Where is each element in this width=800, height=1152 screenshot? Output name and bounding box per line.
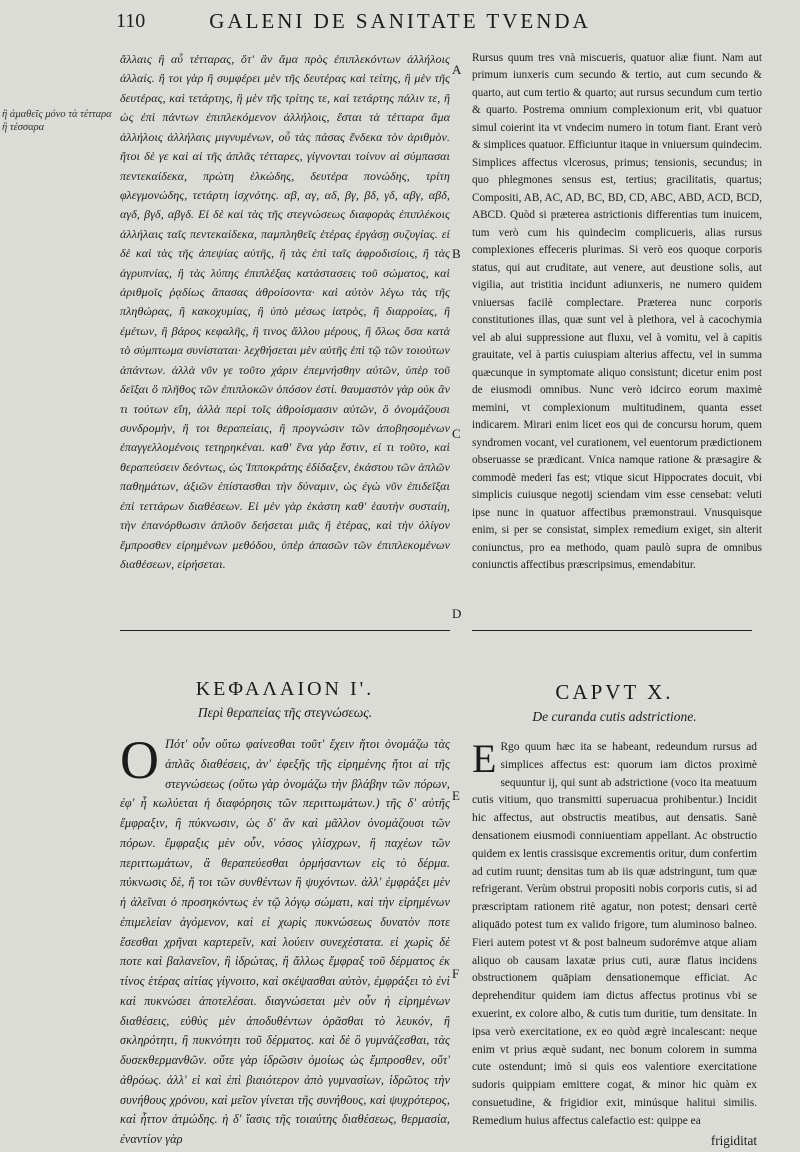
latin-chapter — [472, 680, 757, 1151]
page-header — [0, 4, 800, 38]
greek-chapter-title: ΚΕΦΑΛΑΙΟΝ Ι'. — [195, 678, 375, 700]
catchword: frigiditat — [710, 1132, 757, 1148]
page-number: 110 — [116, 10, 146, 32]
greek-chapter — [120, 678, 450, 1150]
latin-dropcap: E — [472, 736, 497, 781]
section-marker-c: C — [452, 426, 461, 441]
latin-text-lower — [472, 736, 757, 1131]
latin-chapter-subtitle: De curanda cutis adstrictione. — [532, 709, 697, 724]
section-marker-d: D — [452, 606, 462, 621]
latin-chapter-title: CAPVT X. — [555, 680, 674, 704]
greek-column — [120, 50, 450, 1146]
latin-text-upper: Rursus quum tres vnà miscueris, quatuor aliæ fiunt. Nam aut primum iunxeris cum secundo & tertio, aut cum secundo & quarto, aut cum tertio & quarto; aut rursus secundum cum tertio & quarto. Postrema omnium complexionum erit, vbi quatuor simul coierint ita vt vndecim numero in totum fiant. Erant verò & simplices quatuor. Efficiuntur itaque in vniuersum quindecim. Simplices affectus vlcerosus, primus; tensionis, secundus; in quo phlegmones sensus est, tertius; gracilitatis, quartus; Compositi, AB, AC, AD, BC, BD, CD, ABC, ABD, ACD, BCD, ABCD. Quòd si præterea astrictionis differentias tum inuicem, tum verò cum his quindecim complicueris, alias rursus complexiones effeceris plurimas. Si verò eos quoque corporis status, qui aut cruditate, aut venere, aut deustione solis, aut vigilia, aut tristitia incidunt adiunxeris, ne numero quidem vniuersas facilè complectare. Præterea nunc corporis constitutiones illas, quæ sunt vel à plethora, vel à cacochymia vel ab alui suppressione aut fluxu, vel à vomitu, vel à capitis grauitate, vel à partis cuiuspiam alterius affectu, vel in summa quæcunque in symptomate aliquo consistunt; dicetur enim post de eiusmodi omnibus. Nunc verò idcirco eorum maximè memini, vt complexionum multitudinem, quanta esset indicarem. Mirari enim licet eos qui de concursu horum, quem syndromen vocant, vel curationem, vel euentorum prædictionem obseruasse se prædicant. Vnica namque ratione & præsagire & commodè mederi fas est; vtique sicut Hippocrates docuit, vbi simplicis cuiusque negotij sciendam vim esse censebat: veluti ipse nunc in quatuor affectibus præmonstraui. Vnusquisque enim, si per se consistat, simplex remedium exiget, sin alterit coniunctus, pro ea methodo, quam paulò supra de omnibus coniunctis affectibus præscripsimus, emendabitur. — [472, 52, 762, 572]
latin-text-lower-body: Rgo quum hæc ita se habeant, redeundum rursus ad simplices affectus est: quorum iam dictos proximè sequuntur ij, qui sunt ab adstrictione (voco ita meatuum cutis vitium, quo transmitti superuacua prohibentur.) Incidit hic affectus, aut obstructis meatibus, aut densatis. Sanè densationem eiusmodi conniuentiam appellant. Ac obstructio quidem ex lentis crassisque excrementis oritur, dum confertim ad cutim ruunt; densitas tum ab iis quæ adstringunt, tum quæ refrigerant. Verùm obstrui propositi nobis corporis cutis, si ad præscriptam rationem ritè agatur, non potest; densari certè aliquādo potest tum ex valido frigore, tum aluminoso balneo. Fieri autem potest vt & post balneum sudorémve atque aliam aliquo ob causam laxatæ prius cuti, auræ flatus incidens obstructionem quāpiam densationemque efficiat. Ac deprehenditur quidem iam dictus affectus protinus vbi se exuerint, ex colore albo, & cutis tum duritie, tum densitate. In ipsa verò exercitatione, ex eo quòd ægrè incalescant: neque enim vt prius æquè sudant, nec bonum colorem in summa cute ostendunt; imò si quis eos valentiore exercitatione sudoris quippiam emittere cogat, & minor hic quàm ex consuetudine, & frigidior exit, minúsque halitui similis. Remedium huius affectus calefactio est: quippe ea — [472, 741, 757, 1127]
section-marker-a: A — [452, 62, 462, 77]
greek-chapter-subtitle: Περὶ θεραπείας τῆς στεγνώσεως. — [197, 705, 373, 720]
greek-dropcap: Ο — [120, 730, 160, 790]
greek-text-upper: ἄλλαις ἢ αὖ τέτταρας, ὅτ' ἂν ἅμα πρὸς ἐπιπλεκόντων ἀλλήλοις ἀλλαίς. ἢ τοι γὰρ ἢ συμφέρει μὲν τῆς δευτέρας καὶ τείτης, ἢ μὲν τῆς δευτέρας, καὶ τετάρτης, ἢ μὲν τῆς τρίτης τε, καὶ τετάρτης πάλιν τε, ἢ ὡς ἐπὶ πάντων ἐπιπλεκόμενον ἀλλήλοις, ἔσται τὰ τέτταρα ἅμα ἀλλήλοις ἀλλήλαις μιγνυμένων, οὗ τὰς πάσας ἕνδεκα τὸν ἀριθμὸν. ἤτοι δὲ γε καὶ αἱ τῆς ἁπλᾶς τέτταρες, γίγνονται τοίνυν αἱ σύμπασαι πεντεκαίδεκα, πρώτη ἑλκώδης, δευτέρα πονώδης, τρίτη φλεγμονώδης, τετάρτη ἰσχνότης. αβ, αγ, αδ, βγ, βδ, γδ, αβγ, αβδ, αγδ, βγδ, αβγδ. Εἰ δὲ καὶ τὰς τῆς στεγνώσεως διαφορὰς ἐπιπλέκοις ἀλλήλαις ταῖς πεντεκαίδεκα, παμπληθεῖς ἑτέρας ἐργάσῃ συζυγίας. εἰ δὲ καὶ τὰς τῆς ἀπεψίας αὐτῆς, ἢ τὰς ἐπὶ ταῖς ἀφροδισίοις, ἢ τὰς ἀγρυπνίας, ἢ τὰς λύπης ἐπιπλέξας κατάστασεις τοῦ σώματος, καὶ ἀριθμοῖς ῥᾳδίως ἅπασας ἀθροίσοντα· καὶ αὐτὸν λέγω τὰς τῆς πληθώρας, ἢ κακοχυμίας, ἢ ὑπὸ μέσως ἰατρὸς, ἢ διαρροίας, ἢ ἐμέτων, ἢ βάρος κεφαλῆς, ἢ τινος ἄλλου μέρους, ἢ ὅλως ὅσα κατὰ τὸ σύμπτωμα συνίσταται· λεχθήσεται μὲν αὐτῆς ἑπὶ τῷ τῶν τοιούτων ἁπάντων. ἀλλὰ νῦν γε τοῦτο χάριν ἐπεμνήσθην αὐτῶν, ὑπὲρ τοῦ δεῖξαι ὃ πλῆθος τῶν ἐπιπλοκῶν ὁπόσον ἐστί. θαυμαστὸν γὰρ οὐκ ἂν τι τούτων εἴη, ἀλλὰ περὶ τοῖς ἀθροίσμασιν αὐτῶν, ὃ ὀνομάζουσι συνδρομὴν, ἢ τοι θεραπείαις, ἢ προγνώσιν τῶν ἀποβησομένων ἐπαγγελλομένοις τετηρηκέναι. καθ' ἓνα γὰρ ἔστιν, εἰ τι τοῦτο, καὶ θεραπεύσειν δεόντως, ὡς Ἱπποκράτης ἐδίδαξεν, ἑκάστου τῶν ἁπλῶν παθημάτων, ἀξιῶν ἐπίστασθαι τὴν δύναμιν, ὡς ἐγὼ νῦν ἐπιδεῖξαι ἐπὶ τεττάρων διαθέσεων. Εἰ μὲν γὰρ ἑκάστη καθ' ἑαυτὴν συσταίη, τὴν ἐπανόρθωσιν ἁπλοῦν δεήσεται μιᾶς ἢ ἑτέρας, καὶ τὴν ὀλίγον ἔμπροσθεν εἰρημένων μεθόδου, ὑπὲρ ἁπασῶν τῶν ἐπιπλεκομένων διαθέσεων, εἰρήσεται. — [120, 52, 450, 571]
greek-text-lower — [120, 730, 450, 1150]
latin-column — [472, 50, 762, 1148]
section-marker-f: F — [452, 966, 460, 981]
latin-column-rule — [472, 630, 752, 631]
greek-column-rule — [120, 630, 450, 631]
running-title: GALENI DE SANITATE TVENDA — [209, 9, 591, 33]
margin-note: ἢ ἀμαθεῖς μόνο τὰ τέτταρα ἢ τέσσαρα — [2, 109, 112, 133]
section-marker-b: B — [452, 246, 461, 261]
section-marker-e: E — [452, 788, 460, 803]
greek-text-lower-body: Πότ' οὖν οὕτω φαίνεσθαι τοῦτ' ἔχειν ἤτοι ὀνομάζω τὰς ἁπλᾶς διαθέσεις, ἀν' ἐφεξῆς τῆς εἰρημένης ἤτοι αἱ τῆς στεγνώσεως (οὕτω γὰρ ὀνομάζω τὴν βλάβην τῶν πόρων, ἐφ' ἧ κωλύεται ἡ διαφόρησις τῶν περιττωμάτων.) τῆς δ' αὐτῆς ἔμφραξιν, ἢ πύκνωσιν, ὡς δ' ἂν καὶ μᾶλλον ὀνομάζουσι τῶν πόρων. ἔμφραξις μὲν οὖν, νόσος γλίσχρων, ἢ παχέων τῶν περιττωμάτων, ἃ θεραπεύεσθαι ὁρμήσαντων εἰς τὸ δέρμα. πύκνωσις δὲ, ἤ τοι τῶν συνθέντων ἢ ψυχόντων. ἀλλ' ἐμφράξει μὲν ἡ ἀλεῖναι ὁ προσηκόντως ἐν τῷ λόγῳ σώματι, καὶ τὴν εἰρημένων ἐπιμελείαν ἀγόμενον, καὶ εἰ χωρὶς πυκνώσεως δυνατὸν ποτε ἔσεσθαι χρῆναι καρτερεῖν, καὶ λούειν συνεχέστατα. εἰ χωρὶς δὲ ποτε καὶ βαλανεῖον, ἢ ἱδρώτας, ἢ ἄλλως ἔμφραξ τοῦ δέρματος ἐκ τίνος ἑτέρας αἰτίας γίγνοιτο, καὶ σκέψασθαι αὐτὸν, ἐμφράξει τὸ ἐνὶ καὶ πυκνώσει ἀποτελέσαι. διαγνώσεται μὲν οὖν ἡ εἰρημένων διαθέσεις, εὐθὺς μὲν ἀποδυθέντων ὁρᾶσθαι τὸ λευκόν, ἢ σκληρότητι, ἢ πυκνότητι τοῦ δέρματος. καὶ δὲ ὃ γυμνάζεσθαι, τὰς δυσεκθερμανθῶν. οὔτε γὰρ ἱδρῶσιν ὁμοίως ὡς ἔμπροσθεν, οὔτ' ἀθρόως. ἀλλ' εἰ καὶ ἐπὶ βιαιότερον ἀπὸ γυμνασίων, ἱδρῶτος τὴν συνήθους χρόνου, καὶ μεῖον γίνεται τῆς συνήθους, καὶ ψυχρότερος, καὶ ἧττον ἀτμώδης. ἡ δ' ἴασις τῆς τοιαύτης διαθέσεως, θερμασία, ἐναντίον γὰρ — [120, 737, 450, 1146]
